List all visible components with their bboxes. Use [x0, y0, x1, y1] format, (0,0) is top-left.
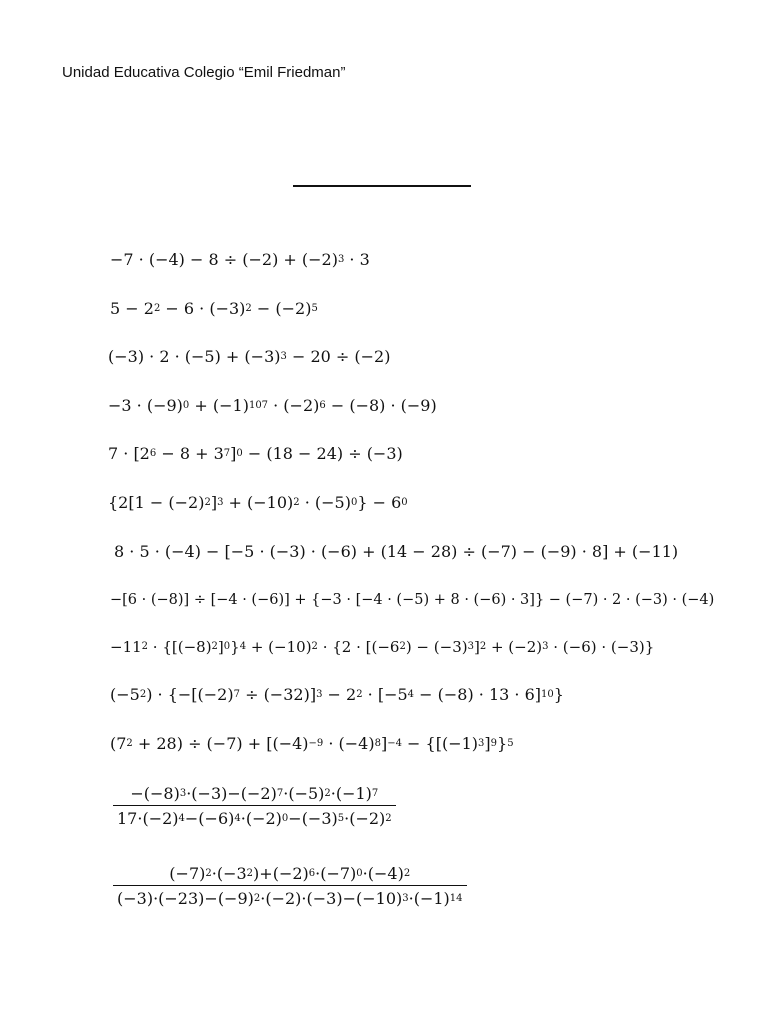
fraction-2-denominator: $(-3)\cdot(-23)-(-9)^2\cdot(-2)\cdot(-3)-(-10)^3\cdot(-1)^{14}$	[117, 889, 463, 908]
fraction-2-numerator: $(-7)^2\cdot(-3^2)+(-2)^6\cdot(-7)^0\cdot(-4)^2$	[169, 864, 411, 883]
exercise-11: $(7^2 + 28) \div (-7) + [(-4)^{-9} \cdot (-4)^8]^{-4} - \{[(-1)^3]^9\}^5$	[110, 734, 514, 753]
exercise-2: $5 - 2^2 - 6 \cdot (-3)^2 - (-2)^5$	[110, 299, 318, 318]
fraction-exercise-1	[113, 784, 396, 828]
fraction-1-denominator: $17\cdot(-2)^4-(-6)^4\cdot(-2)^0-(-3)^5\cdot(-2)^2$	[117, 809, 392, 828]
exercise-10: $(-5^2) \cdot \{-[(-2)^7 \div (-32)]^3 - 2^2 \cdot [-5^4 - (-8) \cdot 13 \cdot 6]^{10}\}$	[110, 685, 564, 704]
exercise-3: $(-3) \cdot 2 \cdot (-5) + (-3)^3 - 20 \div (-2)$	[108, 347, 391, 366]
exercise-8: −[6 · (−8)] ÷ [−4 · (−6)] + {−3 · [−4 · (−5) + 8 · (−6) · 3]} − (−7) · 2 · (−3) · (−4)	[110, 592, 715, 608]
exercise-9: $-11^2 \cdot \{[(-8)^2]^0\}^4 + (-10)^2 \cdot \{2 \cdot [(-6^2) - (-3)^3]^2 + (-2)^3 \cdot (-6) \cdot (-3)\}$	[110, 638, 655, 656]
exercise-6: $\{2[1 - (-2)^2]^3 + (-10)^2 \cdot (-5)^0\} - 6^0$	[108, 493, 408, 512]
fraction-1-numerator: $-(-8)^3\cdot(-3)-(-2)^7\cdot(-5)^2\cdot(-1)^7$	[130, 784, 379, 803]
exercise-7: 8 · 5 · (−4) − [−5 · (−3) · (−6) + (14 − 28) ÷ (−7) − (−9) · 8] + (−11)	[114, 542, 679, 561]
exercise-4: $-3 \cdot (-9)^0 + (-1)^{107} \cdot (-2)^6 - (-8) \cdot (-9)$	[108, 396, 437, 415]
exercise-1: $-7 \cdot (-4) - 8 \div (-2) + (-2)^3 \cdot 3$	[110, 250, 370, 269]
fraction-exercise-2	[113, 864, 467, 908]
exercise-5: $7 \cdot [2^6 - 8 + 3^7]^0 - (18 - 24) \div (-3)$	[108, 444, 403, 463]
title-underline	[293, 185, 471, 187]
school-header: Unidad Educativa Colegio “Emil Friedman”	[62, 64, 346, 81]
